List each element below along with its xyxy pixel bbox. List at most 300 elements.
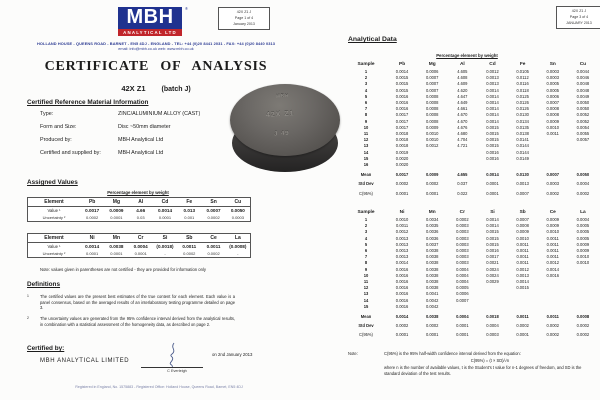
table-row xyxy=(345,178,598,187)
data-value: 0.0007 xyxy=(516,217,529,222)
data-value: 0.0004 xyxy=(456,272,469,278)
mean-label: Mean xyxy=(360,172,372,178)
table-row xyxy=(28,198,250,207)
data-value: 0.0005 xyxy=(576,235,590,241)
data-value: 0.0010 xyxy=(546,124,560,130)
data-value: 0.0013 xyxy=(516,272,529,278)
c95-value: 0.0001 xyxy=(486,190,499,196)
data-value: 0.0055 xyxy=(576,131,590,137)
definition-number: 1 xyxy=(27,294,29,298)
data-value: 0.0015 xyxy=(486,235,499,241)
assigned-value: 0.0004 xyxy=(133,244,148,249)
mean-value: 0.0009 xyxy=(425,172,439,178)
c95-value: 0.022 xyxy=(457,190,468,196)
data-value: 0.0130 xyxy=(516,112,529,118)
data-value: 0.0048 xyxy=(576,81,590,87)
sample-number: 10 xyxy=(363,272,369,278)
data-value: 0.0017 xyxy=(486,254,499,260)
stddev-label: Std Dev xyxy=(358,181,374,187)
data-value xyxy=(508,304,538,310)
data-value xyxy=(568,304,598,310)
table-row xyxy=(28,243,250,250)
confidence-interval-note xyxy=(348,351,596,377)
disc-engraving-brand: MBH xyxy=(275,92,290,99)
assigned-value: (0.0008) xyxy=(229,244,247,249)
crm-row xyxy=(40,137,240,150)
data-value: 0.0009 xyxy=(516,229,529,235)
data-value: 0.0020 xyxy=(395,155,409,161)
element-column-header: Ce xyxy=(549,210,556,215)
table-row xyxy=(28,234,250,243)
data-value: 0.0009 xyxy=(425,124,439,130)
data-value: 0.0004 xyxy=(456,279,469,285)
data-value: 0.0014 xyxy=(486,100,499,106)
c95-value: 0.0001 xyxy=(395,190,409,196)
data-value: 0.0034 xyxy=(425,217,439,222)
data-value: 0.0014 xyxy=(486,87,499,93)
data-value: 0.0010 xyxy=(516,235,529,241)
data-value: 0.0010 xyxy=(576,260,590,266)
element-column-header: Ni xyxy=(399,210,405,215)
crm-label: Type: xyxy=(40,111,54,117)
sample-column-header: Sample xyxy=(357,210,375,215)
stddev-value: 0.0002 xyxy=(425,181,439,187)
assigned-values-table-2 xyxy=(27,233,251,258)
data-value: 0.0044 xyxy=(576,69,590,74)
stddev-value: 0.0002 xyxy=(395,181,409,187)
definition-number: 2 xyxy=(27,316,29,321)
note-label: Note: xyxy=(348,351,358,356)
uncertainty-value: 0.0002 xyxy=(183,251,196,256)
data-value: 0.0118 xyxy=(516,87,529,93)
data-value: 0.0035 xyxy=(425,223,439,229)
element-column-header: Si xyxy=(490,210,495,215)
data-value: 0.0017 xyxy=(395,124,409,130)
element-column-header: Sb xyxy=(519,210,526,215)
data-value: 0.0018 xyxy=(395,143,409,149)
data-value: 0.0046 xyxy=(576,75,590,81)
uncertainty-value: 0.0001 xyxy=(110,215,123,220)
uncertainty-value: 0.0003 xyxy=(231,215,244,220)
data-value: 0.0020 xyxy=(395,162,409,168)
data-value: 0.0014 xyxy=(395,260,409,266)
data-value: 0.0007 xyxy=(546,100,560,106)
certifying-company: MBH ANALYTICAL LIMITED xyxy=(40,358,130,364)
element-symbol: Cu xyxy=(226,198,250,207)
mbh-logo-subtext: ANALYTICAL LTD xyxy=(118,29,182,36)
data-value: 0.0003 xyxy=(456,229,469,235)
stddev-value: 0.0013 xyxy=(516,181,529,187)
assigned-value: 0.0038 xyxy=(109,244,124,249)
c95-value: 0.0001 xyxy=(516,332,529,338)
table-row xyxy=(345,320,598,329)
mean-value: 4.655 xyxy=(457,172,468,178)
sample-number: 6 xyxy=(364,100,368,106)
company-address: HOLLAND HOUSE - QUEENS ROAD - BARNET - EN5 4DJ - ENGLAND - TEL: +44 (0)20 8441 2031 - FAX: +44 (0)20 8440 0313 xyxy=(36,41,276,46)
stddev-value: 0.0002 xyxy=(546,323,560,329)
data-value: 0.0010 xyxy=(395,217,409,222)
value-row-label: Value ¹ xyxy=(47,208,61,213)
data-value: 4.609 xyxy=(457,81,468,87)
uncertainty-value: 0.0002 xyxy=(86,215,99,220)
data-value: 0.0017 xyxy=(395,118,409,124)
definition-text: The uncertainty values are generated from the 95% confidence interval derived from the analytical results, in combination with a statistical assessment of the homogeneity data, as described on page 2. xyxy=(40,316,235,327)
ref-page-number: Page 1 of 4 xyxy=(234,15,254,20)
stddev-value: 0.0004 xyxy=(486,323,499,329)
data-value: 0.0015 xyxy=(486,143,499,149)
note-body xyxy=(384,351,596,377)
data-value: 0.0012 xyxy=(395,229,409,235)
data-value: 0.0038 xyxy=(425,248,439,254)
uncertainty-value: - xyxy=(237,251,239,256)
company-contact: email: info@mbh.co.uk web: www.mbh.co.uk xyxy=(118,47,194,51)
data-value: 0.0003 xyxy=(546,75,560,81)
data-value: 4.649 xyxy=(457,100,468,106)
mean-value: 0.0014 xyxy=(486,172,499,178)
data-value: 0.0013 xyxy=(395,254,409,260)
sample-number: 4 xyxy=(364,87,368,93)
sample-column-header: Sample xyxy=(357,62,375,67)
data-value: 0.0135 xyxy=(516,124,529,130)
certificate-title: CERTIFICATE OF ANALYSIS xyxy=(44,59,268,74)
uncertainty-value: 0.0001 xyxy=(158,215,172,220)
stddev-value: 0.0001 xyxy=(456,323,469,329)
table-row xyxy=(345,329,598,338)
data-value: 0.0017 xyxy=(395,112,409,118)
data-value: 0.0010 xyxy=(546,229,560,235)
stddev-value: 0.0004 xyxy=(576,181,590,187)
crm-value: Disc ~50mm diameter xyxy=(118,124,171,130)
element-column-header: Al xyxy=(459,62,465,67)
data-value: 0.0015 xyxy=(516,285,529,291)
signer-name: C Everleigh xyxy=(167,369,187,373)
data-value: 0.0014 xyxy=(516,279,529,285)
data-value: 0.0003 xyxy=(456,248,469,254)
element-column-header: Mg xyxy=(428,62,436,67)
sample-number: 3 xyxy=(364,229,368,235)
data-value: 0.0007 xyxy=(425,81,439,87)
c95-value: 0.0002 xyxy=(576,190,590,196)
mean-value: 0.0038 xyxy=(425,314,439,320)
data-value: 0.0016 xyxy=(395,279,409,285)
sample-number: 11 xyxy=(363,279,369,285)
assigned-value: 0.0007 xyxy=(206,208,221,213)
analytical-table-1 xyxy=(345,61,598,197)
data-value: 0.0014 xyxy=(486,223,499,229)
data-value: 0.0011 xyxy=(546,248,559,254)
mean-label: Mean xyxy=(360,314,372,320)
data-value: 4.608 xyxy=(457,75,468,81)
data-value: 0.0009 xyxy=(546,223,560,229)
assigned-values-heading: Assigned Values xyxy=(27,179,78,186)
data-value: 0.0008 xyxy=(425,100,439,106)
definition-item xyxy=(27,294,235,311)
data-value: 0.0016 xyxy=(395,100,409,106)
value-row-label: Value ¹ xyxy=(47,244,61,249)
sample-number: 1 xyxy=(364,217,368,222)
data-value: 0.0015 xyxy=(395,75,409,81)
data-value: 0.0042 xyxy=(425,297,439,303)
table-row xyxy=(345,168,598,178)
signature-line xyxy=(141,367,203,368)
mean-value: 0.0018 xyxy=(486,314,499,320)
data-value: 0.0007 xyxy=(456,297,469,303)
uncertainty-value: 0.0002 xyxy=(207,215,220,220)
data-value: 0.0005 xyxy=(546,81,560,87)
uncertainty-value: - xyxy=(164,251,166,256)
mbh-logo-text: MBH xyxy=(118,7,182,29)
element-column-header: Cd xyxy=(489,62,496,67)
data-value: 4.670 xyxy=(457,112,468,118)
data-value: 0.0011 xyxy=(546,235,559,241)
analytical-table-2 xyxy=(345,209,598,339)
assigned-value: 0.0014 xyxy=(85,244,100,249)
data-value: 0.0007 xyxy=(425,87,439,93)
data-value: 0.0016 xyxy=(395,303,409,309)
data-value: 0.0009 xyxy=(576,241,590,247)
data-value: 0.0011 xyxy=(516,260,529,266)
crm-row xyxy=(40,150,240,163)
uncertainty-row-label: Uncertainty ² xyxy=(42,215,66,220)
uncertainty-row-label: Uncertainty ² xyxy=(42,251,66,256)
mean-value: 0.0011 xyxy=(516,314,529,320)
element-symbol: Mg xyxy=(104,198,128,207)
sample-number: 11 xyxy=(363,131,369,137)
data-value: 0.0004 xyxy=(576,217,590,222)
data-value: 0.0010 xyxy=(425,137,439,143)
data-value xyxy=(477,304,507,310)
sample-number: 4 xyxy=(364,235,368,241)
data-value: 4.676 xyxy=(457,124,468,130)
crm-row xyxy=(40,124,240,137)
data-value: 0.0009 xyxy=(546,217,560,222)
disc-engraving-batch: J 49 xyxy=(273,130,290,138)
data-value: 0.0144 xyxy=(516,143,529,149)
note-equation: C(95%) = (t × SD)/√n xyxy=(470,357,510,363)
c95-value: 0.0007 xyxy=(516,190,529,196)
mbh-logo xyxy=(118,6,188,36)
table-row xyxy=(28,250,250,257)
data-value: 0.0018 xyxy=(395,131,409,137)
data-value: 0.0014 xyxy=(395,69,409,74)
data-value: 0.0054 xyxy=(576,124,590,130)
data-value: 0.0011 xyxy=(546,254,559,260)
data-value: 0.0008 xyxy=(425,93,439,99)
data-value: 0.0016 xyxy=(395,266,409,272)
data-value xyxy=(447,304,477,310)
c95-value: 0.0001 xyxy=(456,332,469,338)
data-value: 4.721 xyxy=(457,143,468,149)
data-value xyxy=(477,162,507,168)
c95-value: 0.0001 xyxy=(425,332,439,338)
data-value: 0.0116 xyxy=(516,81,529,87)
data-value: 0.0015 xyxy=(486,124,499,130)
element-column-header: Cr xyxy=(459,210,466,215)
definition-text: The certified values are the present best estimates of the true content for each element. Each value is a panel consensus, based on the averaged results of an interlaboratory testing programme detailed on page 3. xyxy=(40,294,235,311)
mean-value: 0.0011 xyxy=(546,314,559,320)
data-value: 0.0015 xyxy=(395,81,409,87)
data-value: 0.0013 xyxy=(395,235,409,241)
data-value: 0.0141 xyxy=(516,137,529,143)
data-value: 0.0010 xyxy=(425,131,439,137)
c95-value: 0.0001 xyxy=(425,190,439,196)
assigned-value: 0.0050 xyxy=(230,208,245,213)
data-value: 4.647 xyxy=(457,93,468,99)
data-value: 4.704 xyxy=(457,137,468,143)
data-value: 0.0013 xyxy=(395,248,409,254)
crm-section-heading: Certified Reference Material Information xyxy=(27,99,149,106)
data-value: 0.0006 xyxy=(425,69,439,74)
data-value xyxy=(538,304,568,310)
data-value: 0.0003 xyxy=(456,223,469,229)
element-column-header: Fe xyxy=(519,62,526,67)
stddev-value: 0.0002 xyxy=(576,323,590,329)
sample-number: 2 xyxy=(364,223,368,229)
assigned-value: 0.0011 xyxy=(206,244,221,249)
table-row xyxy=(345,61,598,69)
element-symbol: Si xyxy=(153,234,177,243)
data-value: 0.0014 xyxy=(486,112,499,118)
element-symbol: Fe xyxy=(177,198,201,207)
parentheses-note: Note: values given in parentheses are not certified - they are provided for information only xyxy=(40,267,206,272)
data-value: 0.0024 xyxy=(486,272,499,278)
definitions-heading: Definitions xyxy=(27,281,61,288)
data-value xyxy=(568,162,598,168)
crm-label: Certified and supplied by: xyxy=(40,150,101,156)
data-value: 0.0037 xyxy=(425,241,439,247)
sample-number: 3 xyxy=(364,81,368,87)
c95-value: 0.0002 xyxy=(546,332,560,338)
data-value: 0.0014 xyxy=(486,106,499,112)
data-value: 0.0011 xyxy=(395,223,409,229)
sample-number: 1 xyxy=(364,69,368,74)
data-value: 0.0003 xyxy=(546,69,560,74)
uncertainty-value: 0.0002 xyxy=(207,251,220,256)
data-value xyxy=(508,162,538,168)
data-value: 0.0019 xyxy=(395,149,409,155)
data-value: 0.0016 xyxy=(395,272,409,278)
data-value: 0.0005 xyxy=(576,229,590,235)
data-value: 0.0015 xyxy=(486,137,499,143)
data-value: 0.0012 xyxy=(425,143,439,149)
assigned-value: 0.0009 xyxy=(109,208,124,213)
data-value: 0.0036 xyxy=(425,235,439,241)
data-value: 0.0024 xyxy=(486,266,499,272)
data-value: 0.0011 xyxy=(546,131,559,137)
data-value: 4.620 xyxy=(457,87,468,93)
data-value: 0.0011 xyxy=(516,254,529,260)
data-value: 4.605 xyxy=(457,69,468,74)
data-value: 0.0126 xyxy=(516,106,529,112)
element-symbol: Sn xyxy=(201,198,225,207)
table-row xyxy=(345,188,598,197)
sample-number: 14 xyxy=(363,149,369,155)
crm-row xyxy=(40,111,240,124)
assigned-value: 0.0017 xyxy=(85,208,100,213)
assigned-value: (0.0018) xyxy=(156,244,174,249)
data-value: 0.0006 xyxy=(456,291,469,297)
table-row xyxy=(345,304,598,310)
data-value: 0.0012 xyxy=(486,69,499,74)
stddev-value: 0.0002 xyxy=(425,323,439,329)
mean-value: 0.0007 xyxy=(546,172,560,178)
data-value: 0.0038 xyxy=(425,254,439,260)
sample-number: 14 xyxy=(363,297,369,303)
data-value: 0.0008 xyxy=(516,223,529,229)
c95-value: 0.0002 xyxy=(546,190,560,196)
data-value: 0.0016 xyxy=(395,106,409,112)
data-value: 0.0004 xyxy=(456,266,469,272)
sample-number: 15 xyxy=(363,155,369,161)
registered-trademark-icon: ® xyxy=(185,6,188,11)
element-symbol: La xyxy=(226,234,250,243)
data-value: 0.0010 xyxy=(576,254,590,260)
stddev-value: 0.0002 xyxy=(516,323,529,329)
batch-label: (batch J) xyxy=(161,86,191,93)
registration-footer: Registered in England, No. 1575883 - Registered Office: Holland House, Queens Road, Barnet, EN5 4DJ xyxy=(75,385,243,389)
data-value: 0.0015 xyxy=(486,241,499,247)
table-row xyxy=(28,207,250,214)
data-value: 0.0016 xyxy=(395,297,409,303)
data-value: 0.0011 xyxy=(516,248,529,254)
uncertainty-value: 0.0001 xyxy=(134,251,147,256)
data-value: 0.0003 xyxy=(456,254,469,260)
data-value: 0.0016 xyxy=(486,155,499,161)
sample-number: 7 xyxy=(364,254,368,260)
data-value: 0.0014 xyxy=(486,93,499,99)
sample-number: 2 xyxy=(364,75,368,81)
data-value: 0.0042 xyxy=(425,303,439,309)
c95-label: C(95%) xyxy=(359,332,373,338)
data-value: 0.0015 xyxy=(486,229,499,235)
data-value: 0.0009 xyxy=(576,248,590,254)
data-value: 0.0050 xyxy=(576,106,590,112)
mean-value: 0.0014 xyxy=(395,314,409,320)
ref-product: 42X Z1 J xyxy=(571,9,587,13)
data-value xyxy=(417,162,447,168)
data-value: 0.0011 xyxy=(546,241,559,247)
certification-date: on 2nd January 2013 xyxy=(212,352,253,357)
data-value: 0.0050 xyxy=(576,100,590,106)
element-symbol: Cd xyxy=(153,198,177,207)
table-row xyxy=(345,162,598,168)
data-value xyxy=(447,162,477,168)
data-value: 4.670 xyxy=(457,118,468,124)
uncertainty-value: 0.0001 xyxy=(86,251,99,256)
crm-value: MBH Analytical Ltd xyxy=(118,150,164,156)
percentage-label-right: Percentage element by weight xyxy=(436,53,498,58)
assigned-value: 0.0011 xyxy=(182,244,197,249)
mean-value: 0.0050 xyxy=(576,172,590,178)
data-value: 0.0008 xyxy=(546,112,560,118)
data-value: 0.0138 xyxy=(516,131,529,137)
data-value: 0.0016 xyxy=(395,93,409,99)
sample-number: 12 xyxy=(363,285,369,291)
element-column-header: Pb xyxy=(399,62,406,67)
data-value: 0.0014 xyxy=(486,118,499,124)
data-value: 0.0016 xyxy=(486,149,499,155)
stddev-value: 0.037 xyxy=(457,181,468,187)
percentage-label-left: Percentage element by weight xyxy=(107,190,169,195)
data-value: 0.0041 xyxy=(425,291,439,297)
data-value: 0.0057 xyxy=(576,137,590,143)
data-value: 0.0029 xyxy=(486,279,499,285)
stddev-label: Std Dev xyxy=(358,323,374,329)
element-symbol: Sb xyxy=(177,234,201,243)
stddev-value: 0.0002 xyxy=(395,323,409,329)
ref-page-number: Page 3 of 4 xyxy=(569,14,589,19)
sample-number: 5 xyxy=(364,241,368,247)
